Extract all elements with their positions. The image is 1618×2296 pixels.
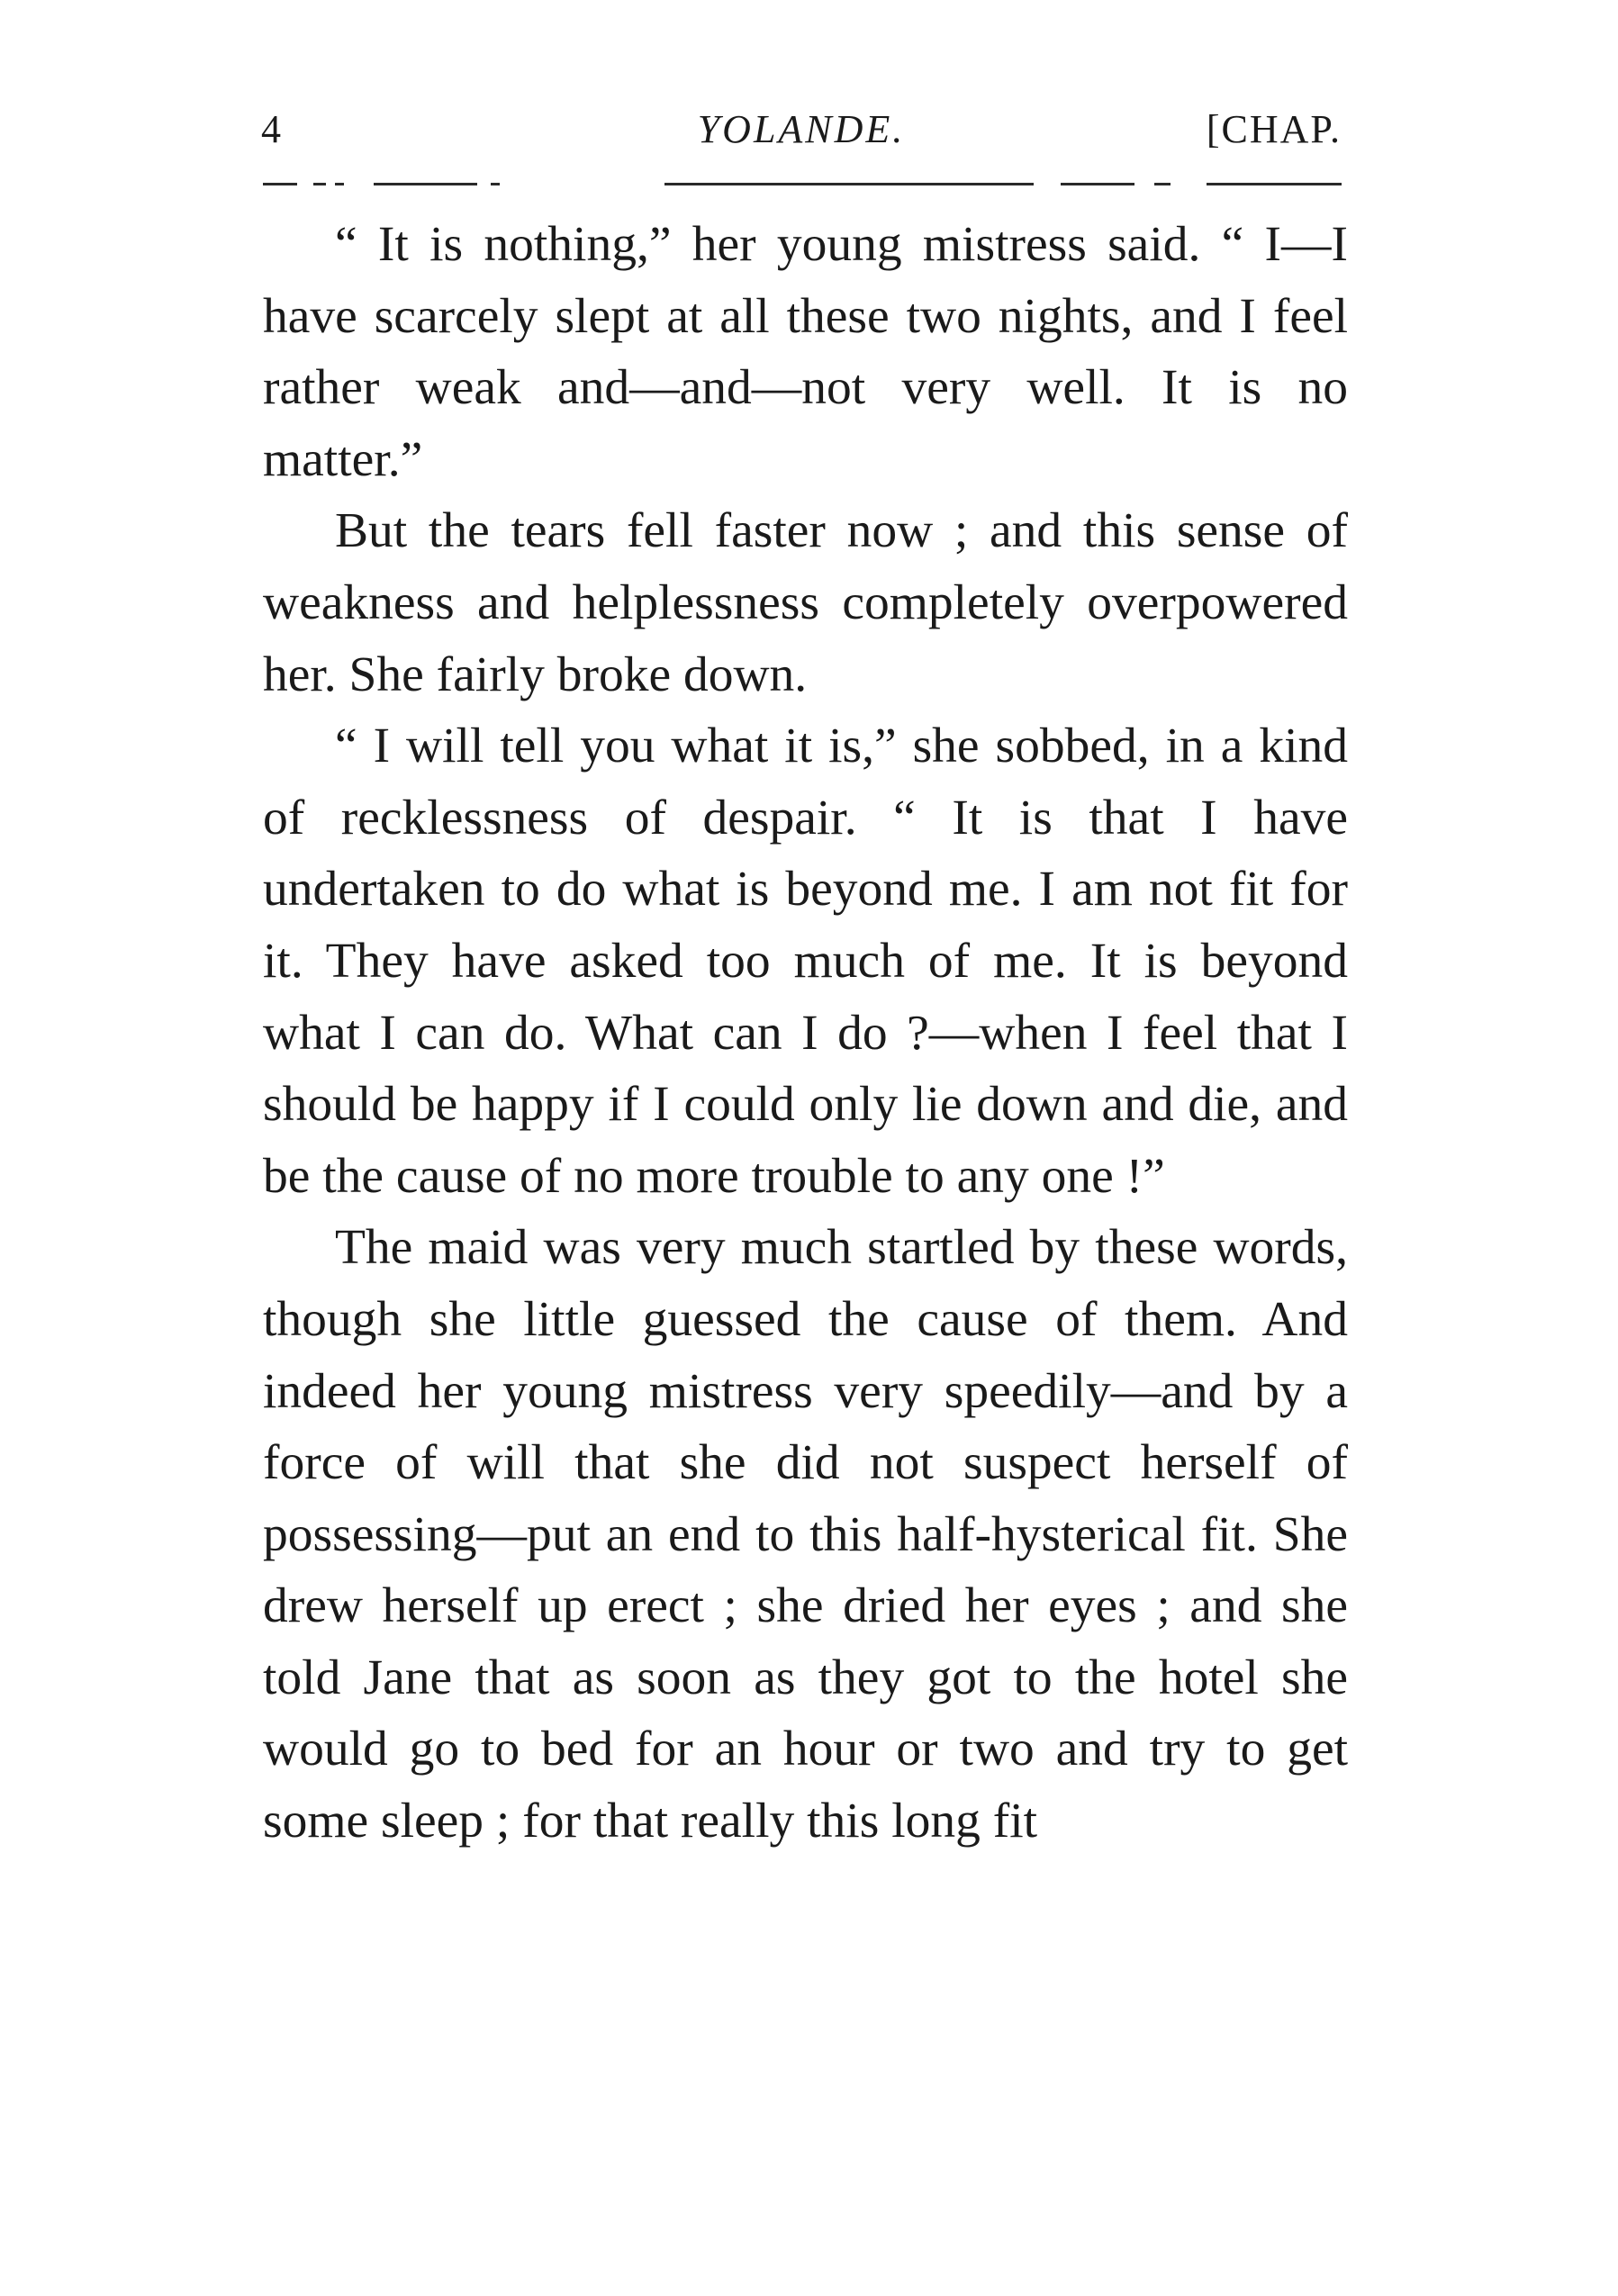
- header-rule-segment: [1207, 183, 1342, 185]
- header-rule-segment: [491, 183, 500, 185]
- header-rule-segment: [1154, 183, 1171, 185]
- chapter-label: [CHAP.: [1206, 107, 1342, 151]
- header-rule-segment: [313, 183, 326, 185]
- paragraph: “ I will tell you what it is,” she sobbed, in a kind of recklessness of despair. “ It is that I have undertaken to do what is beyond me. I am not fit for it. They have asked too much of me. It is beyond what I can do. What can I do ?—when I feel that I should be happy if I could only lie down and die, and be the cause of no more trouble to any one !”: [263, 719, 1348, 1204]
- paragraph: But the tears fell faster now ; and this sense of weakness and helplessness completely overpowered her. She fairly broke down.: [263, 503, 1348, 702]
- paragraph: “ It is nothing,” her young mistress said. “ I—I have scarcely slept at all these two nights, and I feel rather weak and—and—not very well. It is no matter.”: [263, 217, 1348, 487]
- page-number: 4: [261, 107, 281, 151]
- header-rule-segment: [335, 183, 344, 185]
- header-rule-segment: [1061, 183, 1134, 185]
- header-rule-segment: [374, 183, 477, 185]
- page-header: [261, 106, 1342, 169]
- running-title: YOLANDE.: [697, 107, 906, 151]
- paragraph: The maid was very much startled by these words, though she little guessed the cause of them. And indeed her young mistress very speedily—and by a force of will that she did not suspect herself of possessing—put an end to this half-hysterical fit. She drew herself up erect ; she dried her eyes ; and she told Jane that as soon as they got to the hotel she would go to bed for an hour or two and try to get some sleep ; for that really this long fit: [263, 1220, 1348, 1849]
- body-text: [263, 209, 1348, 1858]
- header-rule-segment: [664, 183, 1034, 185]
- header-rule-segment: [263, 183, 297, 185]
